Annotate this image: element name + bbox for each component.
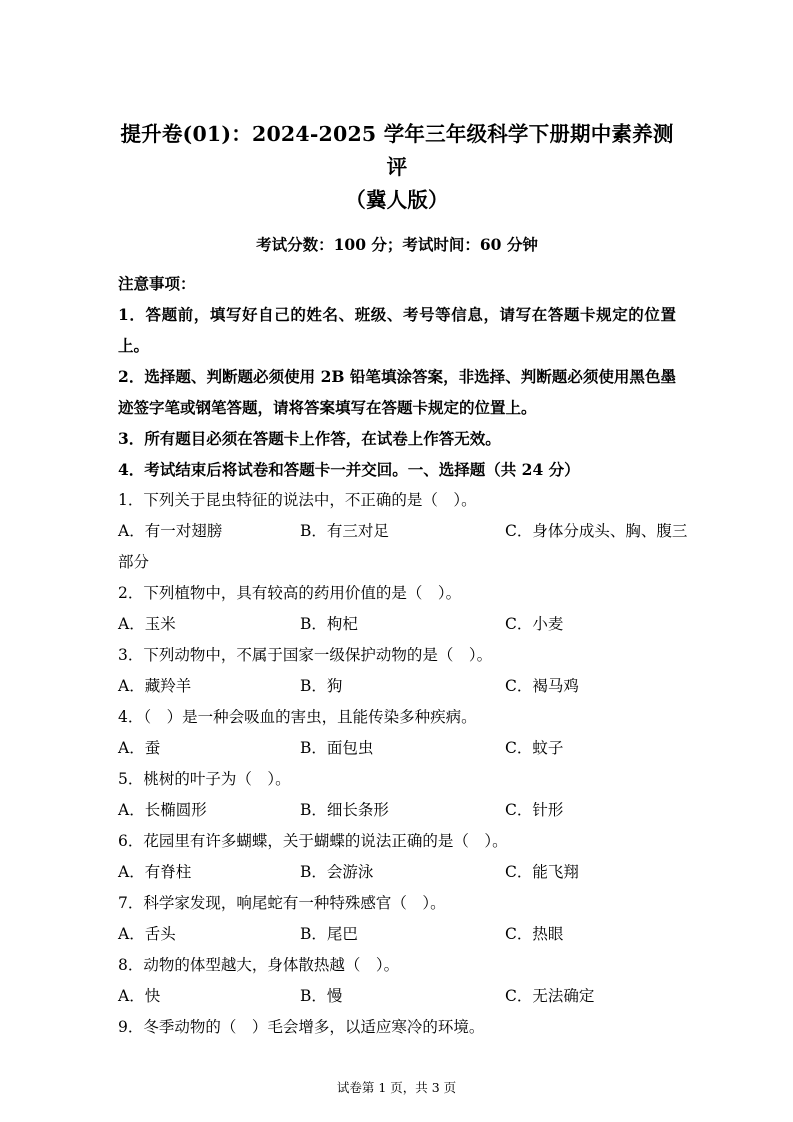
- notice-item-3: 3．所有题目必须在答题卡上作答，在试卷上作答无效。: [118, 429, 501, 448]
- question-4-options: [118, 733, 676, 764]
- notice-heading: 注意事项：: [118, 274, 196, 293]
- question-4-option-c[interactable]: C．蚊子: [505, 739, 564, 757]
- question-6-stem: 6．花园里有许多蝴蝶，关于蝴蝶的说法正确的是（ ）。: [118, 832, 508, 850]
- question-7-options: [118, 919, 676, 950]
- question-4-option-a[interactable]: A．蚕: [118, 739, 161, 757]
- page-footer: [0, 1078, 793, 1096]
- question-1-option-c-overflow: 部分: [118, 553, 150, 571]
- question-1-options: [118, 516, 688, 547]
- question-2-options: [118, 609, 676, 640]
- question-7-option-a[interactable]: A．舌头: [118, 925, 176, 943]
- question-9-stem: 9．冬季动物的（ ）毛会增多，以适应寒冷的环境。: [118, 1018, 485, 1036]
- question-7-option-c[interactable]: C．热眼: [505, 925, 564, 943]
- question-3-option-c[interactable]: C．褐马鸡: [505, 677, 579, 695]
- question-3-options: [118, 671, 676, 702]
- question-2-option-b[interactable]: B．枸杞: [300, 615, 358, 633]
- page-title-line-1: 提升卷(01)：2024-2025 学年三年级科学下册期中素养测评: [120, 122, 674, 179]
- question-8-option-c[interactable]: C．无法确定: [505, 987, 595, 1005]
- notice-item-4: 4．考试结束后将试卷和答题卡一并交回。一、选择题（共 24 分）: [118, 460, 580, 479]
- question-1-option-b[interactable]: B．有三对足: [300, 522, 389, 540]
- question-7-option-b[interactable]: B．尾巴: [300, 925, 358, 943]
- question-5-option-b[interactable]: B．细长条形: [300, 801, 389, 819]
- question-6-options: [118, 857, 676, 888]
- question-5-option-c[interactable]: C．针形: [505, 801, 564, 819]
- question-1-stem: 1．下列关于昆虫特征的说法中，不正确的是（ ）。: [118, 491, 477, 509]
- question-1-option-a[interactable]: A．有一对翅膀: [118, 522, 223, 540]
- question-8-option-a[interactable]: A．快: [118, 987, 161, 1005]
- question-4-option-b[interactable]: B．面包虫: [300, 739, 374, 757]
- page-content: [118, 118, 688, 1043]
- page-number-label: 试卷第 1 页，共 3 页: [336, 1080, 457, 1095]
- question-4-stem: 4．（ ）是一种会吸血的害虫，且能传染多种疾病。: [118, 708, 477, 726]
- question-6-option-b[interactable]: B．会游泳: [300, 863, 374, 881]
- question-5-option-a[interactable]: A．长椭圆形: [118, 801, 207, 819]
- question-7-stem: 7．科学家发现，响尾蛇有一种特殊感官（ ）。: [118, 894, 446, 912]
- question-8-option-b[interactable]: B．慢: [300, 987, 343, 1005]
- notice-item-2: 2．选择题、判断题必须使用 2B 铅笔填涂答案，非选择、判断题必须使用黑色墨迹签字笔或钢笔答题，请将答案填写在答题卡规定的位置上。: [118, 367, 676, 417]
- question-2-option-c[interactable]: C．小麦: [505, 615, 564, 633]
- notice-item-1: 1．答题前，填写好自己的姓名、班级、考号等信息，请写在答题卡规定的位置上。: [118, 305, 676, 355]
- question-6-option-c[interactable]: C．能飞翔: [505, 863, 579, 881]
- question-8-options: [118, 981, 676, 1012]
- question-5-options: [118, 795, 676, 826]
- question-5-stem: 5．桃树的叶子为（ ）。: [118, 770, 291, 788]
- question-2-option-a[interactable]: A．玉米: [118, 615, 176, 633]
- exam-meta: 考试分数：100 分；考试时间：60 分钟: [256, 235, 538, 254]
- page-title-line-2: （冀人版）: [345, 188, 449, 212]
- question-6-option-a[interactable]: A．有脊柱: [118, 863, 192, 881]
- question-3-stem: 3．下列动物中，不属于国家一级保护动物的是（ ）。: [118, 646, 493, 664]
- question-3-option-a[interactable]: A．藏羚羊: [118, 677, 192, 695]
- question-list: [118, 485, 688, 1043]
- question-8-stem: 8．动物的体型越大，身体散热越（ ）。: [118, 956, 400, 974]
- question-3-option-b[interactable]: B．狗: [300, 677, 343, 695]
- question-2-stem: 2．下列植物中，具有较高的药用价值的是（ ）。: [118, 584, 462, 602]
- question-1-option-c[interactable]: C．身体分成头、胸、腹三: [505, 522, 688, 540]
- page-title: [118, 118, 676, 217]
